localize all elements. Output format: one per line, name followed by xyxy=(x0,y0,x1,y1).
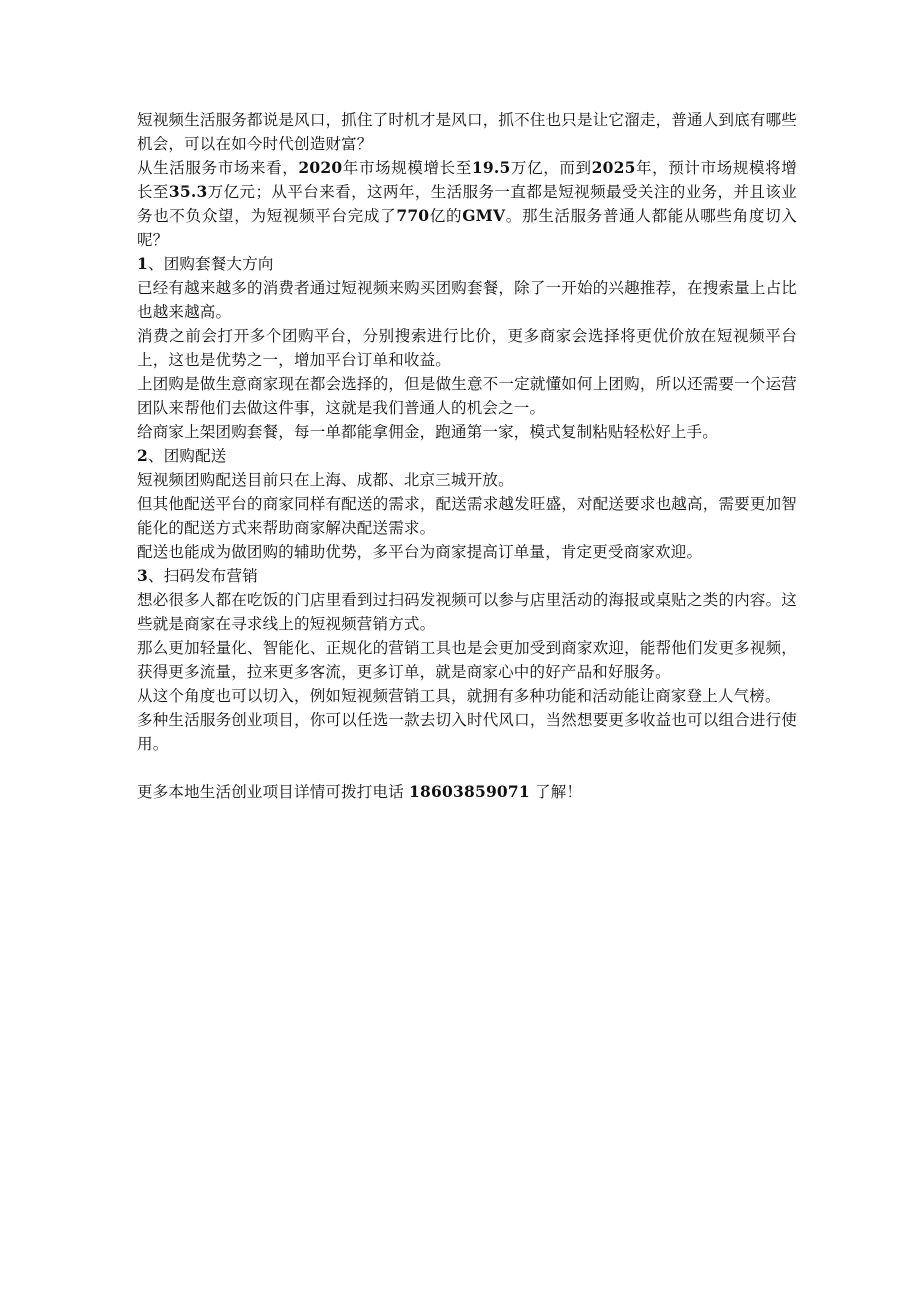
section-2-paragraph: 配送也能成为做团购的辅助优势，多平台为商家提高订单量，肯定更受商家欢迎。 xyxy=(137,543,703,561)
intro-paragraph-1: 短视频生活服务都说是风口，抓住了时机才是风口，抓不住也只是让它溜走，普通人到底有哪些机会，可以在如今时代创造财富？ xyxy=(137,111,797,153)
heading-text: 、团购配送 xyxy=(148,447,227,465)
heading-number: 2 xyxy=(137,446,148,465)
document-body xyxy=(137,108,797,804)
heading-text: 、扫码发布营销 xyxy=(148,567,258,585)
phone-number: 18603859071 xyxy=(409,782,530,801)
section-heading-3 xyxy=(137,564,797,588)
section-1-paragraph: 给商家上架团购套餐，每一单都能拿佣金，跑通第一家，模式复制粘贴轻松好上手。 xyxy=(137,423,718,441)
section-3-paragraph: 想必很多人都在吃饭的门店里看到过扫码发视频可以参与店里活动的海报或桌贴之类的内容。这些就是商家在寻求线上的短视频营销方式。 xyxy=(137,591,797,633)
text-run: 从生活服务市场来看， xyxy=(137,159,299,177)
section-1-paragraph: 上团购是做生意商家现在都会选择的，但是做生意不一定就懂如何上团购，所以还需要一个运营团队来帮他们去做这件事，这就是我们普通人的机会之一。 xyxy=(137,375,797,417)
section-heading-2 xyxy=(137,444,797,468)
section-heading-1 xyxy=(137,252,797,276)
section-2-paragraph: 短视频团购配送目前只在上海、成都、北京三城开放。 xyxy=(137,471,514,489)
heading-number: 3 xyxy=(137,566,148,585)
heading-number: 1 xyxy=(137,254,148,273)
intro-paragraph-2 xyxy=(137,156,797,252)
text-run: 年市场规模增长至 xyxy=(342,159,472,177)
section-1-paragraph: 消费之前会打开多个团购平台，分别搜索进行比价，更多商家会选择将更优价放在短视频平台上，这也是优势之一，增加平台订单和收益。 xyxy=(137,327,797,369)
text-run: 万亿元；从平台来看，这两年，生活服务一直都是短视频最受关注的业务，并且该业务也不负众望，为短视频平台完成了 xyxy=(137,183,797,225)
text-run: 更多本地生活创业项目详情可拨打电话 xyxy=(137,783,404,801)
section-1-paragraph: 已经有越来越多的消费者通过短视频来购买团购套餐，除了一开始的兴趣推荐，在搜索量上占比也越来越高。 xyxy=(137,279,797,321)
text-run: 万亿，而到 xyxy=(510,159,592,177)
blank-line xyxy=(137,756,797,780)
heading-text: 、团购套餐大方向 xyxy=(148,255,274,273)
text-run: 年，预计市场规模将增长至 xyxy=(137,159,797,201)
gmv-term: GMV xyxy=(462,206,506,225)
footer-contact-line xyxy=(137,780,797,804)
text-run: 。那生活服务普通人都能从哪些角度切入呢？ xyxy=(137,207,798,249)
value-19-5: 19.5 xyxy=(471,158,511,177)
section-2-paragraph: 但其他配送平台的商家同样有配送的需求，配送需求越发旺盛，对配送要求也越高，需要更加智能化的配送方式来帮助商家解决配送需求。 xyxy=(137,495,797,537)
year-2025: 2025 xyxy=(591,158,636,177)
text-run: 亿的 xyxy=(429,207,463,225)
year-2020: 2020 xyxy=(298,158,343,177)
value-35-3: 35.3 xyxy=(168,182,208,201)
section-3-paragraph: 多种生活服务创业项目，你可以任选一款去切入时代风口，当然想要更多收益也可以组合进行使用。 xyxy=(137,711,797,753)
text-run: 了解！ xyxy=(535,783,583,801)
section-3-paragraph: 从这个角度也可以切入，例如短视频营销工具，就拥有多种功能和活动能让商家登上人气榜。 xyxy=(137,687,781,705)
value-770: 770 xyxy=(396,206,430,225)
section-3-paragraph: 那么更加轻量化、智能化、正规化的营销工具也是会更加受到商家欢迎，能帮他们发更多视频，获得更多流量，拉来更多客流，更多订单，就是商家心中的好产品和好服务。 xyxy=(137,639,797,681)
